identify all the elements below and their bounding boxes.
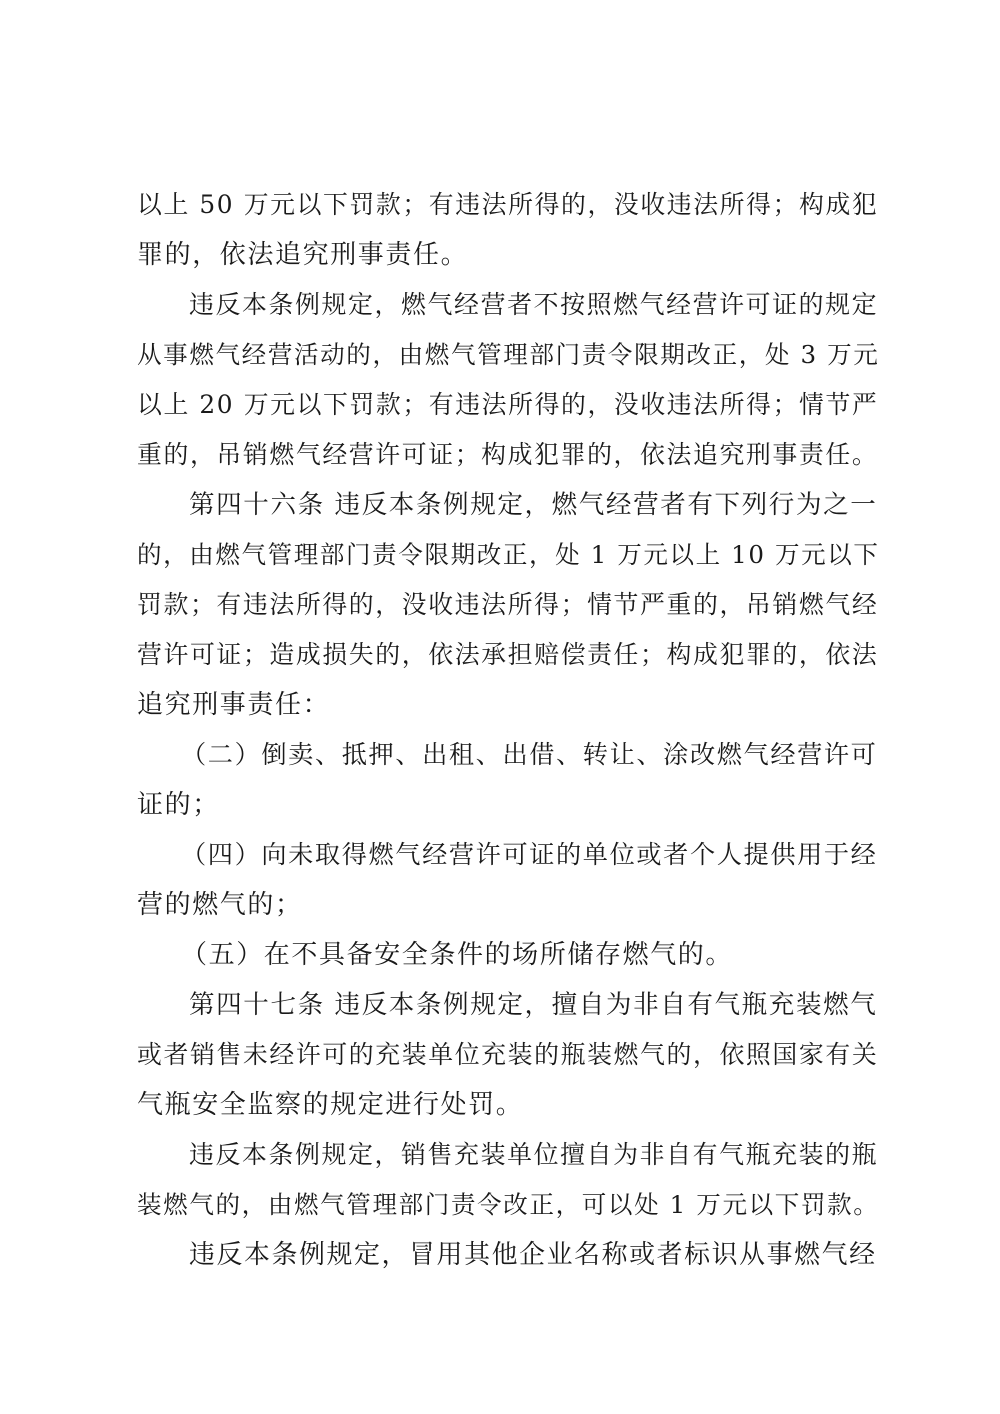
text-line: 第四十七条 违反本条例规定，擅自为非自有气瓶充装燃气 <box>189 990 878 1020</box>
text-line: 追究刑事责任： <box>137 690 331 720</box>
text-line: 违反本条例规定，销售充装单位擅自为非自有气瓶充装的瓶 <box>189 1140 879 1169</box>
text-line: 罚款；有违法所得的，没收违法所得；情节严重的，吊销燃气经 <box>137 590 879 619</box>
text-line: 从事燃气经营活动的，由燃气管理部门责令限期改正，处 3 万元 <box>137 340 880 369</box>
paragraph-article-46 <box>137 480 880 730</box>
text-line: （四）向未取得燃气经营许可证的单位或者个人提供用于经 <box>181 840 878 869</box>
list-item-2 <box>137 730 877 830</box>
text-line: 装燃气的，由燃气管理部门责令改正，可以处 1 万元以下罚款。 <box>137 1190 880 1219</box>
text-line: 违反本条例规定，冒用其他企业名称或者标识从事燃气经 <box>189 1240 877 1270</box>
text-line: 重的，吊销燃气经营许可证；构成犯罪的，依法追究刑事责任。 <box>137 440 879 469</box>
text-line: 营许可证；造成损失的，依法承担赔偿责任；构成犯罪的，依法 <box>137 640 879 669</box>
document-body <box>137 180 880 1280</box>
text-line: 第四十六条 违反本条例规定，燃气经营者有下列行为之一 <box>189 490 878 520</box>
text-line: （二）倒卖、抵押、出租、出借、转让、涂改燃气经营许可 <box>181 740 878 769</box>
text-line: 的，由燃气管理部门责令限期改正，处 1 万元以上 10 万元以下 <box>137 540 880 569</box>
paragraph-8 <box>137 1130 880 1230</box>
text-line: 或者销售未经许可的充装单位充装的瓶装燃气的，依照国家有关 <box>137 1040 879 1069</box>
paragraph-2 <box>137 280 880 480</box>
text-line: 营的燃气的； <box>137 890 303 920</box>
text-line: 违反本条例规定，燃气经营者不按照燃气经营许可证的规定 <box>189 290 879 319</box>
list-item-4 <box>137 830 877 930</box>
text-line: 气瓶安全监察的规定进行处罚。 <box>137 1090 524 1120</box>
text-line: 以上 20 万元以下罚款；有违法所得的，没收违法所得；情节严 <box>137 390 879 419</box>
list-item-5 <box>137 930 877 980</box>
text-line: 以上 50 万元以下罚款；有违法所得的，没收违法所得；构成犯 <box>137 190 879 219</box>
paragraph-1 <box>137 180 877 280</box>
text-line: 罪的，依法追究刑事责任。 <box>137 240 469 270</box>
paragraph-9 <box>137 1230 877 1280</box>
text-line: 证的； <box>137 790 220 820</box>
paragraph-article-47 <box>137 980 877 1130</box>
text-line: （五）在不具备安全条件的场所储存燃气的。 <box>181 940 734 970</box>
